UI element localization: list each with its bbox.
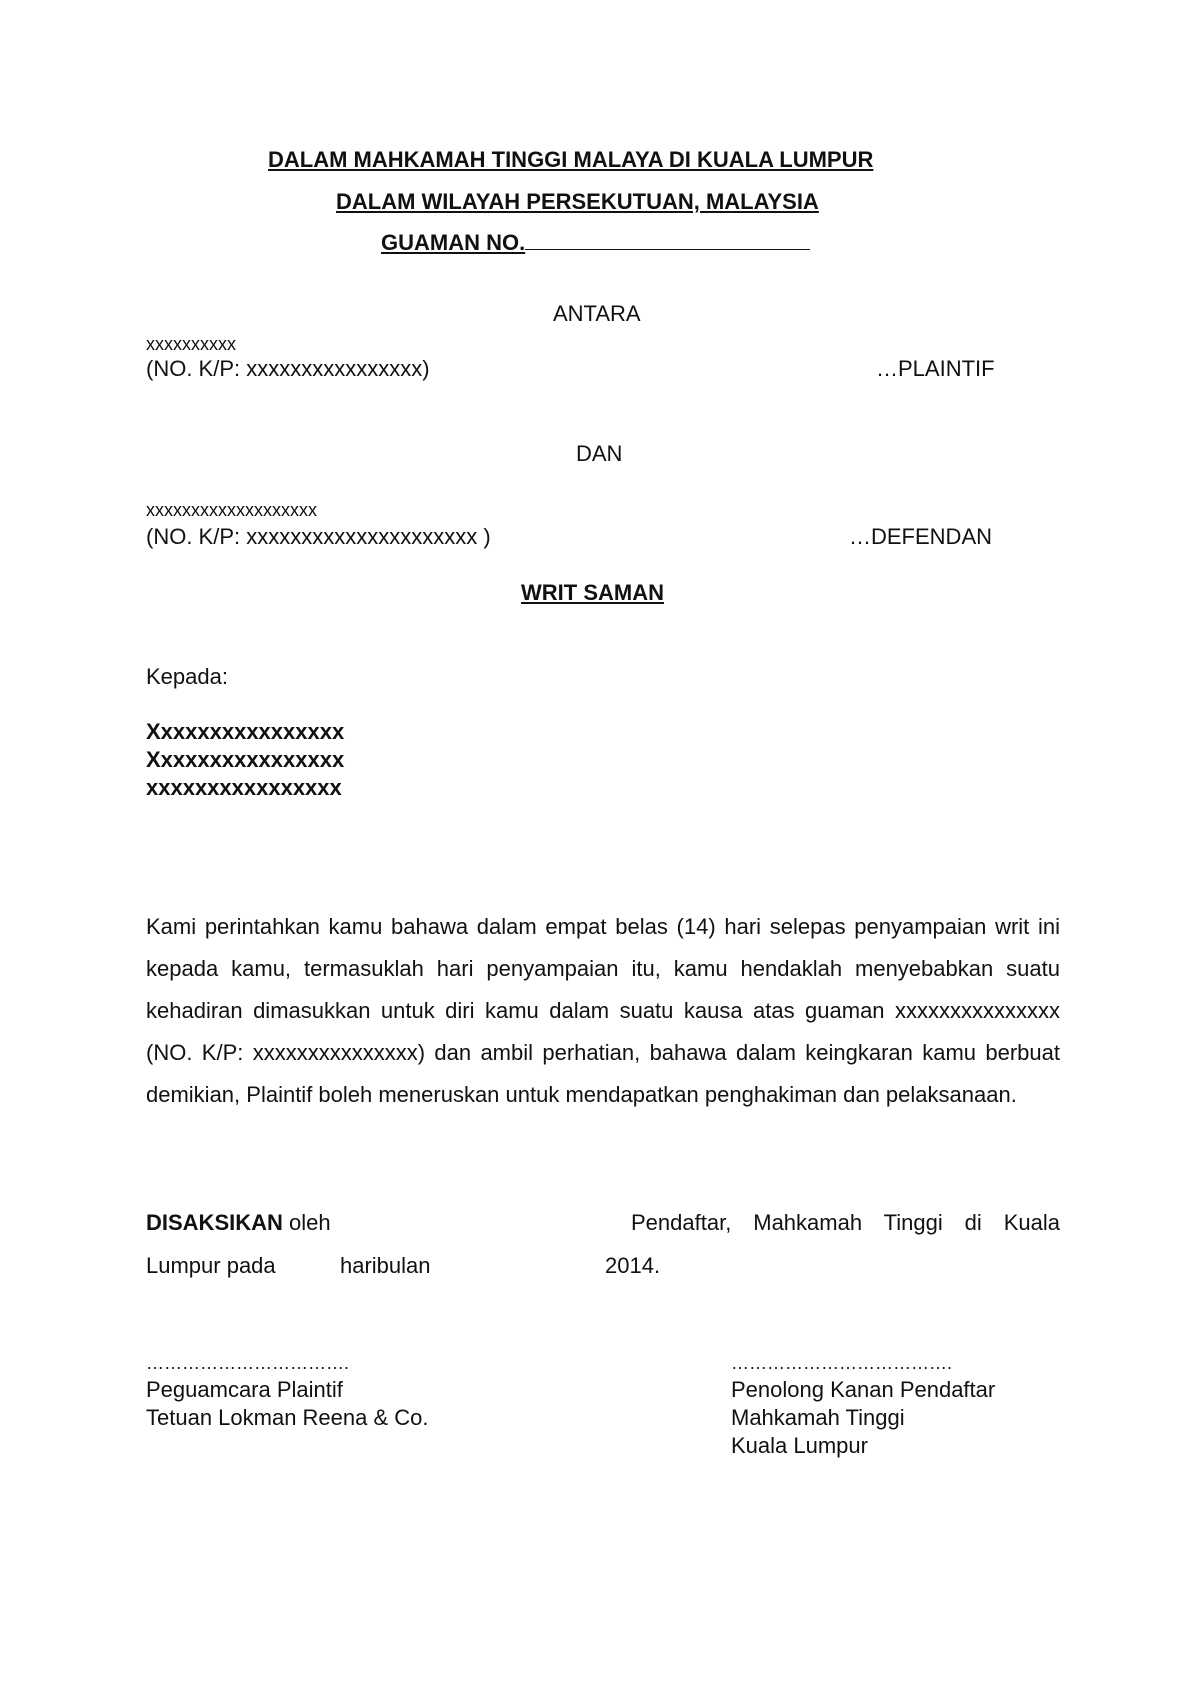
registrar-city: Kuala Lumpur — [731, 1433, 868, 1458]
plaintiff-counsel-title: Peguamcara Plaintif — [146, 1377, 343, 1402]
defendant-id: (NO. K/P: xxxxxxxxxxxxxxxxxxxxx ) — [146, 524, 491, 549]
disaksikan-label: DISAKSIKAN — [146, 1210, 283, 1235]
writ-title: WRIT SAMAN — [521, 580, 664, 605]
registrar-title: Penolong Kanan Pendaftar — [731, 1377, 996, 1402]
recipient-label: Kepada: — [146, 664, 228, 689]
plaintiff-name: xxxxxxxxxx — [146, 334, 236, 354]
year-text: 2014. — [605, 1253, 661, 1278]
case-number-label: GUAMAN NO. — [381, 230, 526, 255]
haribulan-text: haribulan — [340, 1253, 431, 1278]
defendant-name: xxxxxxxxxxxxxxxxxxx — [146, 500, 317, 520]
antara-label: ANTARA — [553, 301, 641, 326]
witness-line-1 — [146, 1210, 331, 1236]
recipient-line-3: xxxxxxxxxxxxxxxx — [146, 775, 342, 800]
registrar-text: Pendaftar, Mahkamah Tinggi di Kuala — [631, 1210, 1060, 1235]
registrar-signature-line: ………………………………. — [731, 1353, 953, 1373]
writ-body-paragraph: Kami perintahkan kamu bahawa dalam empat belas (14) hari selepas penyampaian writ ini kepada kamu, termasuklah hari penyampaian itu, kamu hendaklah menyebabkan suatu kehadiran dimasukkan untuk diri kamu dalam suatu kausa atas guaman xxxxxxxxxxxxxxx (NO. K/P: xxxxxxxxxxxxxxx) dan ambil perhatian, bahawa dalam keingkaran kamu berbuat demikian, Plaintif boleh meneruskan untuk mendapatkan penghakiman dan pelaksanaan. — [146, 914, 1060, 1107]
court-title: DALAM MAHKAMAH TINGGI MALAYA DI KUALA LUMPUR — [268, 147, 874, 172]
court-jurisdiction: DALAM WILAYAH PERSEKUTUAN, MALAYSIA — [336, 189, 819, 214]
defendant-role: …DEFENDAN — [849, 524, 993, 549]
plaintiff-counsel-firm: Tetuan Lokman Reena & Co. — [146, 1405, 429, 1430]
plaintiff-signature-line: ……………………………. — [146, 1353, 350, 1373]
recipient-line-2: Xxxxxxxxxxxxxxxx — [146, 747, 345, 772]
registrar-court: Mahkamah Tinggi — [731, 1405, 905, 1430]
plaintiff-role: …PLAINTIF — [876, 356, 995, 381]
lumpur-pada-text: Lumpur pada — [146, 1253, 276, 1278]
plaintiff-id: (NO. K/P: xxxxxxxxxxxxxxxx) — [146, 356, 430, 381]
recipient-line-1: Xxxxxxxxxxxxxxxx — [146, 719, 345, 744]
oleh-text: oleh — [282, 1210, 331, 1235]
case-number — [381, 230, 810, 256]
dan-label: DAN — [576, 441, 623, 466]
case-number-blank — [525, 230, 810, 250]
